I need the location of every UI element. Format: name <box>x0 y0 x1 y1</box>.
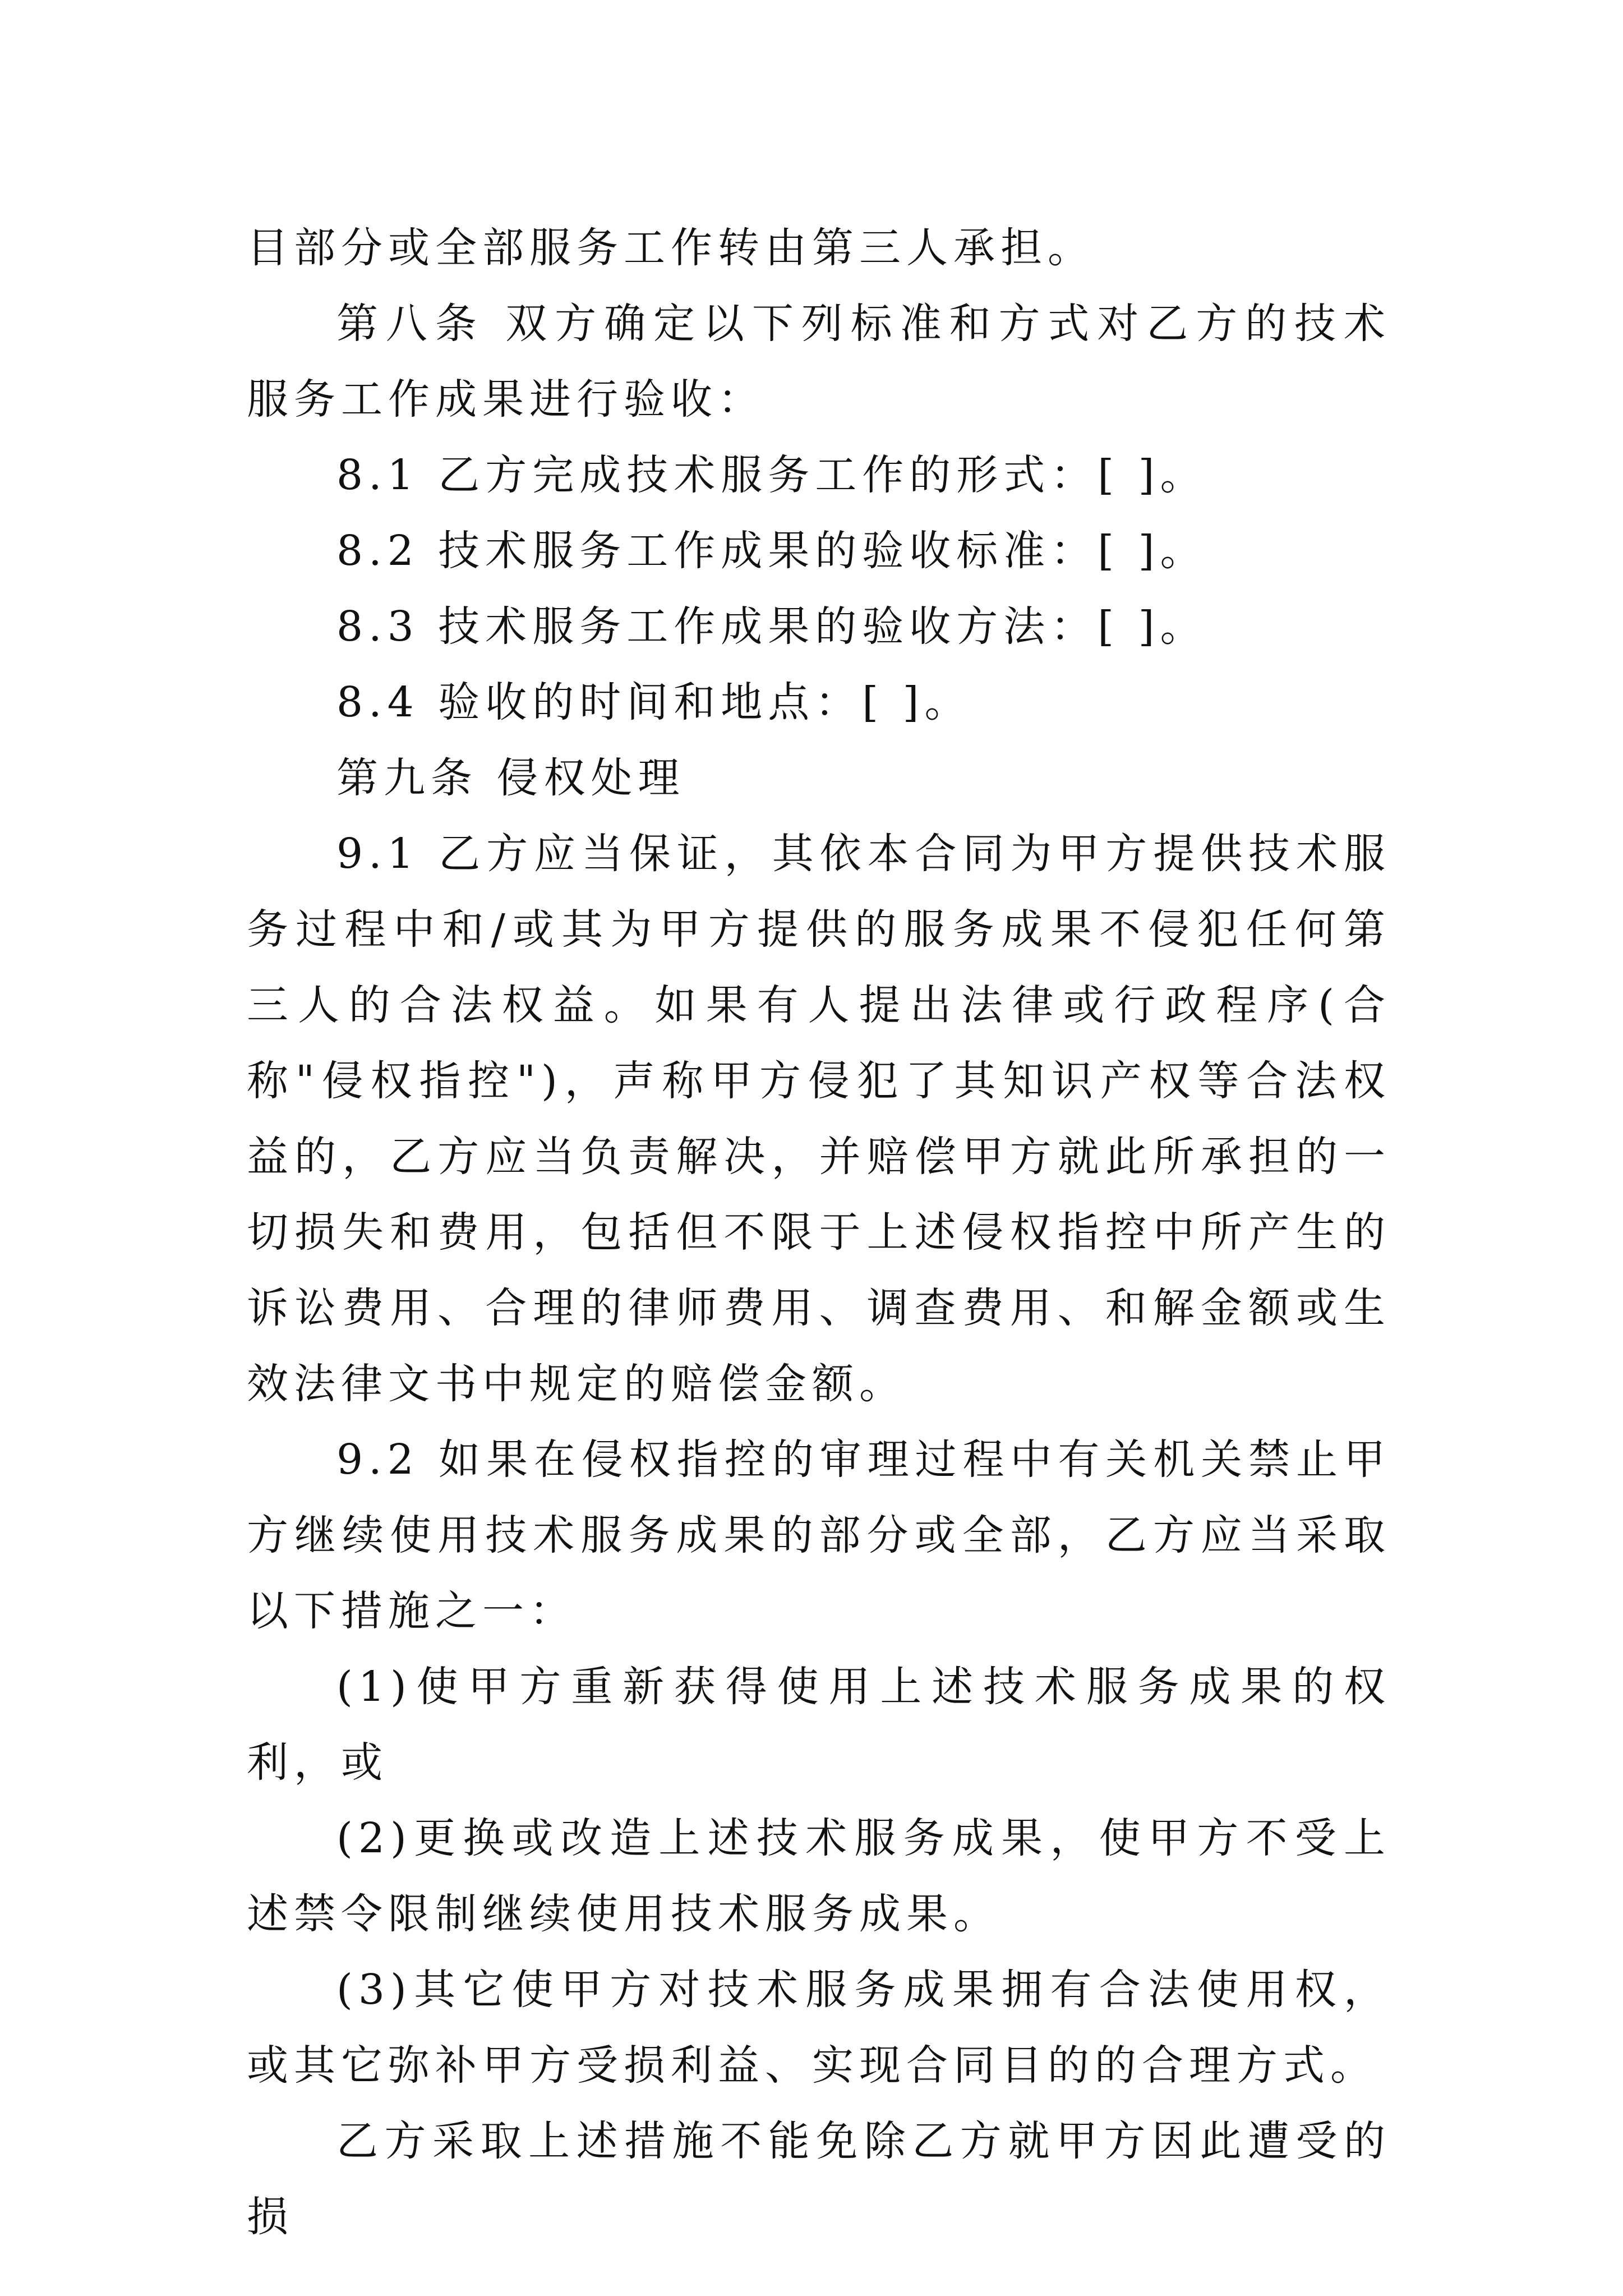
clause-8-1: 8.1 乙方完成技术服务工作的形式：[ ]。 <box>336 451 1207 499</box>
measure-2: (2)更换或改造上述技术服务成果，使甲方不受上述禁令限制继续使用技术服务成果。 <box>247 1814 1391 1938</box>
article-8-heading: 第八条 双方确定以下列标准和方式对乙方的技术服务工作成果进行验收： <box>247 300 1391 424</box>
clause-8-4: 8.4 验收的时间和地点：[ ]。 <box>336 678 972 726</box>
measure-1: (1)使甲方重新获得使用上述技术服务成果的权利，或 <box>247 1663 1391 1787</box>
clause-9-1: 9.1 乙方应当保证，其依本合同为甲方提供技术服务过程中和/或其为甲方提供的服务成果不侵犯任何第三人的合法权益。如果有人提出法律或行政程序(合称"侵权指控")，声称甲方侵犯了其知识产权等合法权益的，乙方应当负责解决，并赔偿甲方就此所承担的一切损失和费用，包括但不限于上述侵权指控中所产生的诉讼费用、合理的律师费用、调查费用、和解金额或生效法律文书中规定的赔偿金额。 <box>247 830 1391 1408</box>
clause-8-3: 8.3 技术服务工作成果的验收方法：[ ]。 <box>336 602 1207 651</box>
clause-8-2: 8.2 技术服务工作成果的验收标准：[ ]。 <box>336 527 1207 575</box>
document-page <box>247 210 1391 2255</box>
measure-3: (3)其它使甲方对技术服务成果拥有合法使用权，或其它弥补甲方受损利益、实现合同目的的合理方式。 <box>247 1966 1391 2090</box>
paragraph-trailing: 乙方采取上述措施不能免除乙方就甲方因此遭受的损 <box>247 2117 1391 2241</box>
paragraph-continuation: 目部分或全部服务工作转由第三人承担。 <box>247 224 1095 272</box>
article-9-heading: 第九条 侵权处理 <box>336 754 685 802</box>
clause-9-2: 9.2 如果在侵权指控的审理过程中有关机关禁止甲方继续使用技术服务成果的部分或全部，乙方应当采取以下措施之一： <box>247 1435 1391 1635</box>
